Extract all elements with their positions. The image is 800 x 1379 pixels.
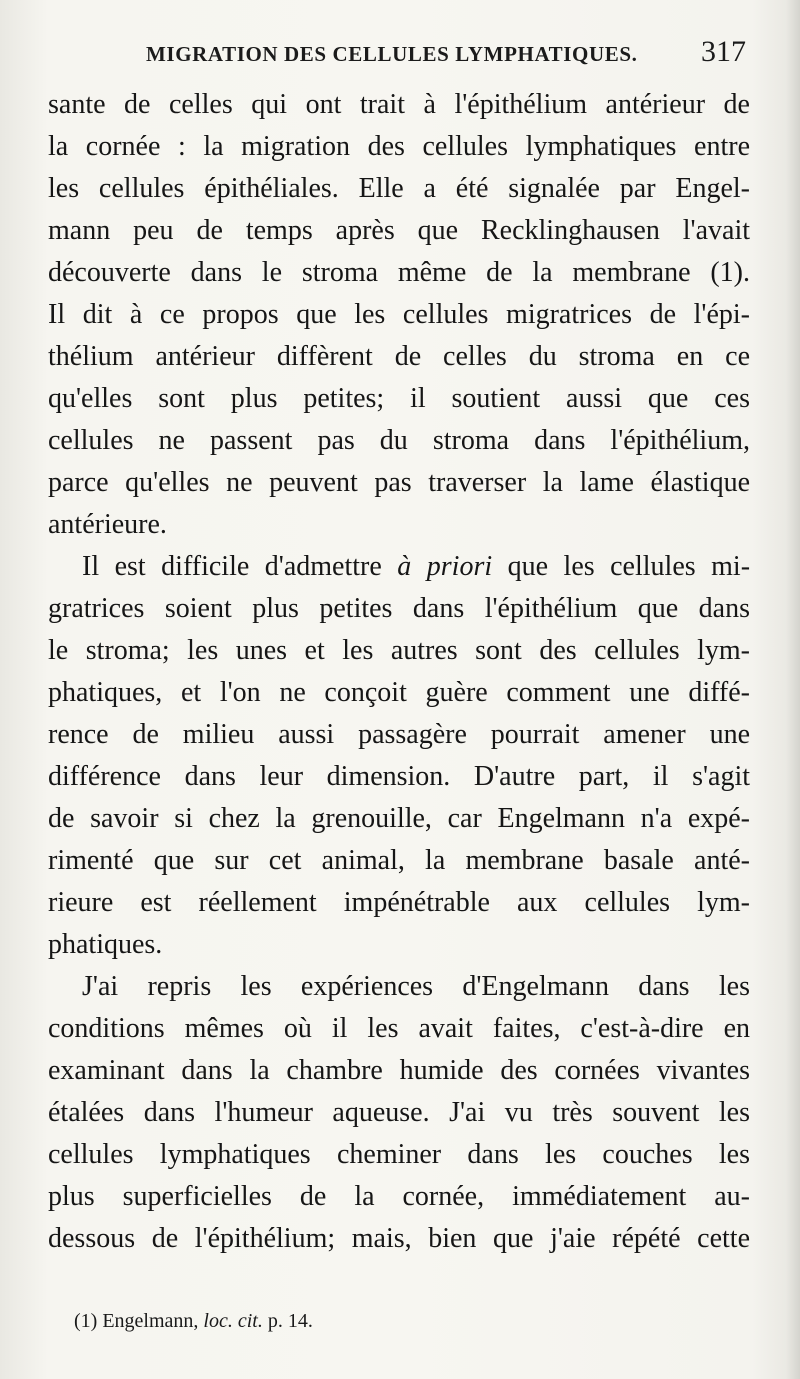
text-line: phatiques, et l'on ne conçoit guère comment une diffé- [48,677,750,708]
text-line: conditions mêmes où il les avait faites, c'est-à-dire en [48,1013,750,1044]
page-edge-shadow [786,0,800,1379]
text-line: cellules lymphatiques cheminer dans les couches les [48,1139,750,1170]
text-line: plus superficielles de la cornée, immédiatement au- [48,1181,750,1212]
text-line: thélium antérieur diffèrent de celles du stroma en ce [48,341,750,372]
footnote-marker: (1) Engelmann, [74,1310,199,1332]
text-line: les cellules épithéliales. Elle a été signalée par Engel- [48,173,750,204]
text-line: mann peu de temps après que Recklinghausen l'avait [48,215,750,246]
text-line: de savoir si chez la grenouille, car Engelmann n'a expé- [48,803,750,834]
text-line: examinant dans la chambre humide des cornées vivantes [48,1055,750,1086]
footnote-italic: loc. cit. [203,1310,263,1332]
paragraph-start-line: J'ai repris les expériences d'Engelmann dans les [82,971,750,1002]
text-segment: que les cellules mi- [507,551,751,582]
text-line: sante de celles qui ont trait à l'épithélium antérieur de [48,89,750,120]
text-line: Il dit à ce propos que les cellules migratrices de l'épi- [48,299,750,330]
text-line: rieure est réellement impénétrable aux cellules lym- [48,887,750,918]
text-line: la cornée : la migration des cellules lymphatiques entre [48,131,750,162]
footnote-rest: p. 14. [267,1310,313,1332]
text-line: le stroma; les unes et les autres sont des cellules lym- [48,635,750,666]
page-number: 317 [701,35,746,68]
text-line: gratrices soient plus petites dans l'épithélium que dans [48,593,750,624]
text-line: étalées dans l'humeur aqueuse. J'ai vu très souvent les [48,1097,750,1128]
body-text [48,84,750,1260]
text-line: cellules ne passent pas du stroma dans l'épithélium, [48,425,750,456]
text-line: dessous de l'épithélium; mais, bien que j'aie répété cette [48,1223,750,1254]
text-line: parce qu'elles ne peuvent pas traverser la lame élastique [48,467,750,498]
paragraph-start-line [48,546,750,588]
text-line: rence de milieu aussi passagère pourrait amener une [48,719,750,750]
text-segment: Il est difficile d'admettre [82,551,382,582]
paragraph-end-line: phatiques. [48,929,163,960]
running-head: MIGRATION DES CELLULES LYMPHATIQUES. [146,42,638,66]
page-header [48,36,748,76]
text-line: qu'elles sont plus petites; il soutient aussi que ces [48,383,750,414]
text-line: rimenté que sur cet animal, la membrane basale anté- [48,845,750,876]
footnote [74,1310,313,1333]
paragraph-end-line: antérieure. [48,509,167,540]
text-line: découverte dans le stroma même de la membrane (1). [48,257,750,288]
italic-phrase: à priori [397,551,493,582]
text-line: différence dans leur dimension. D'autre part, il s'agit [48,761,750,792]
